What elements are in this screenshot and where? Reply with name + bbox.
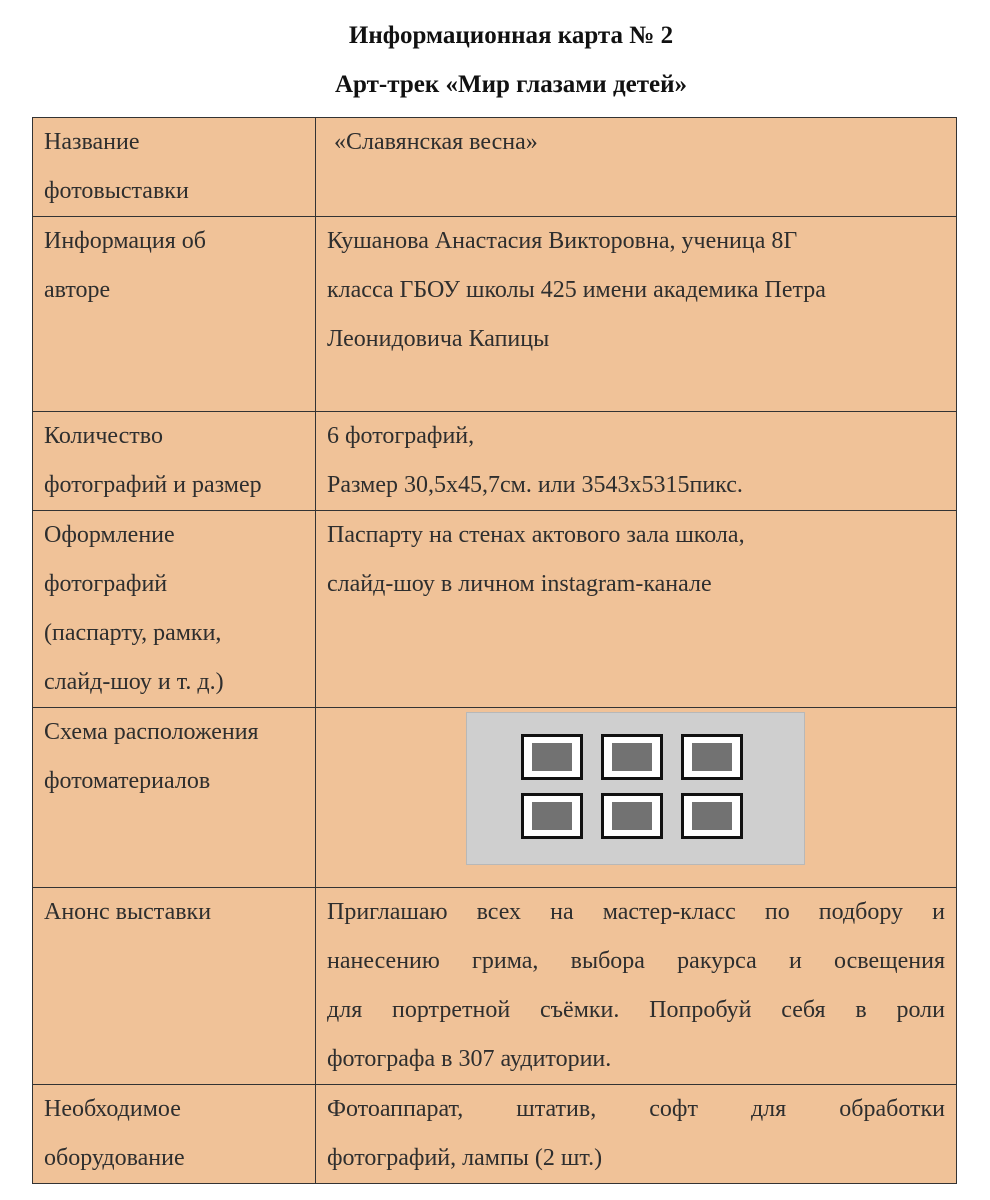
value-line: Приглашаю всех на мастер-класс по подбору и: [327, 899, 945, 925]
value-cell: [316, 511, 957, 708]
label-line: Количество: [44, 423, 163, 449]
table-row: [33, 118, 957, 217]
table-row: [33, 1085, 957, 1184]
document-title: Информационная карта № 2: [348, 22, 674, 49]
value-cell: [316, 412, 957, 511]
value-line: Фотоаппарат, штатив, софт для обработки: [327, 1096, 945, 1122]
value-line: Леонидовича Капицы: [327, 326, 550, 352]
label-cell: [33, 708, 316, 888]
document-subtitle: Арт-трек «Мир глазами детей»: [335, 71, 687, 98]
label-line: фотографий и размер: [44, 472, 262, 498]
value-line: фотографий, лампы (2 шт.): [327, 1145, 603, 1171]
value-line: класса ГБОУ школы 425 имени академика Петра: [327, 277, 826, 303]
table-row: [33, 217, 957, 412]
value-line: нанесению грима, выбора ракурса и освещения: [327, 948, 945, 974]
value-line: слайд-шоу в личном instagram-канале: [327, 571, 712, 597]
label-line: оборудование: [44, 1145, 185, 1171]
label-cell: [33, 118, 316, 217]
label-line: Название: [44, 129, 140, 155]
photo-frame: [681, 793, 743, 839]
value-line: фотографа в 307 аудитории.: [327, 1046, 612, 1072]
value-line: для портретной съёмки. Попробуй себя в роли: [327, 997, 945, 1023]
label-line: Необходимое: [44, 1096, 181, 1122]
photo-frame: [601, 793, 663, 839]
value-cell: [316, 1085, 957, 1184]
label-cell: [33, 217, 316, 412]
photo-frame: [521, 793, 583, 839]
label-cell: [33, 888, 316, 1085]
exhibition-name: «Славянская весна»: [334, 129, 538, 155]
label-line: (паспарту, рамки,: [44, 620, 222, 646]
table-row: [33, 412, 957, 511]
value-cell: [316, 217, 957, 412]
label-line: фотографий: [44, 571, 168, 597]
label-line: авторе: [44, 277, 111, 303]
photo-frame: [681, 734, 743, 780]
label-line: Оформление: [44, 522, 175, 548]
photo-frame: [601, 734, 663, 780]
info-table: [32, 117, 957, 1184]
label-cell: [33, 511, 316, 708]
label-cell: [33, 412, 316, 511]
table-row: [33, 888, 957, 1085]
label-line: Анонс выставки: [44, 899, 212, 925]
value-line: Кушанова Анастасия Викторовна, ученица 8Г: [327, 228, 798, 254]
photo-layout-scheme: [466, 712, 805, 865]
value-cell: [316, 888, 957, 1085]
photo-frame: [521, 734, 583, 780]
label-line: Информация об: [44, 228, 206, 254]
value-cell: [316, 118, 957, 217]
value-line: Паспарту на стенах актового зала школа,: [327, 522, 745, 548]
value-line: 6 фотографий,: [327, 423, 475, 449]
label-line: фотовыставки: [44, 178, 189, 204]
table-row: [33, 708, 957, 888]
value-cell: [316, 708, 957, 888]
label-cell: [33, 1085, 316, 1184]
label-line: Схема расположения: [44, 719, 259, 745]
label-line: слайд-шоу и т. д.): [44, 669, 224, 695]
table-row: [33, 511, 957, 708]
value-line: Размер 30,5х45,7см. или 3543х5315пикс.: [327, 472, 743, 498]
label-line: фотоматериалов: [44, 768, 211, 794]
